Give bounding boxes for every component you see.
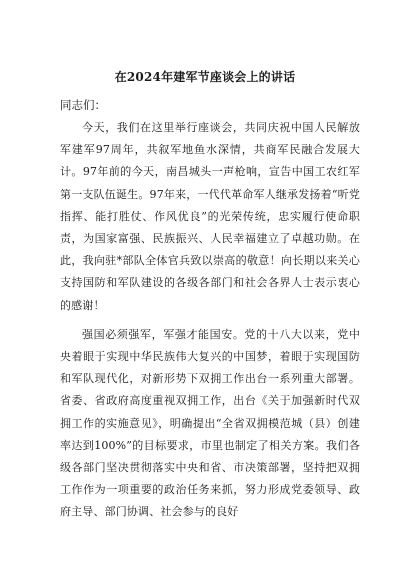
paragraph-opening: 今天，我们在这里举行座谈会，共同庆祝中国人民解放军建军97周年，共叙军地鱼水深情，共商军民融合发展大计。97年前的今天，南昌城头一声枪响，宣告中国工农红军第一支队伍诞生。97年来，一代代革命军人继承发扬着“听党指挥、能打胜仗、作风优良”的光荣传统，忠实履行使命职责，为国家富强、民族振兴、人民幸福建立了卓越功勋。在此，我向驻*部队全体官兵致以崇高的敬意！向长期以来关心支持国防和军队建设的各级各部门和社会各界人士表示衷心的感谢！ [60, 121, 360, 312]
document-title: 在2024年建军节座谈会上的讲话 [114, 70, 296, 84]
paragraph-strong-army: 强国必须强军，军强才能国安。党的十八大以来，党中央着眼于实现中华民族伟大复兴的中国梦，着眼于实现国防和军队现代化，对新形势下双拥工作出台一系列重大部署。省委、省政府高度重视双拥工作，出台《关于加强新时代双拥工作的实施意见》，明确提出“全省双拥模范城（县）创建率达到100%”的目标要求，市里也制定了相关方案。我们各级各部门坚决贯彻落实中央和省、市决策部署，坚持把双拥工作作为一项重要的政治任务来抓，努力形成党委领导、政府主导、部门协调、社会参与的良好 [60, 327, 360, 519]
salutation: 同志们： [60, 98, 106, 112]
document-body [60, 117, 360, 531]
